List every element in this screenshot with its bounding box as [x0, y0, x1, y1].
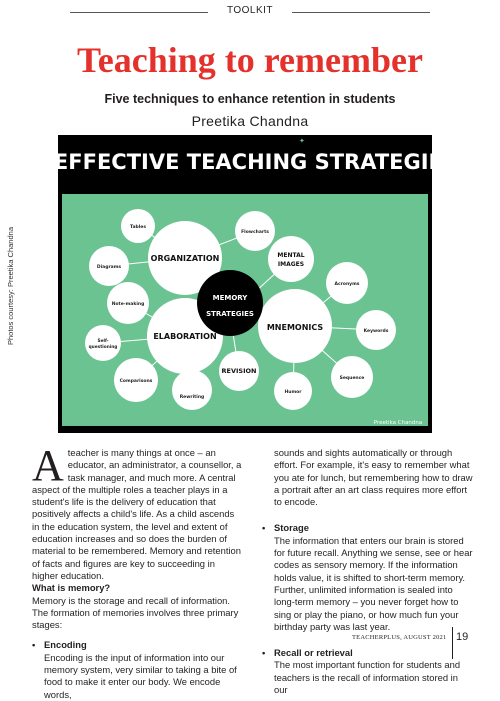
label-self-questioning-1: Self- — [97, 339, 109, 344]
recall-title: Recall or retrieval — [274, 647, 353, 659]
infographic-svg — [31, 135, 459, 433]
center-label-2: STRATEGIES — [206, 310, 254, 318]
bubble-rewriting — [172, 370, 212, 410]
bullet-icon: • — [262, 647, 266, 659]
label-flowcharts: Flowcharts — [241, 230, 269, 235]
infographic-figure — [31, 135, 459, 433]
page-footer — [352, 627, 472, 651]
label-tables: Tables — [129, 225, 147, 230]
storage-title: Storage — [274, 522, 309, 534]
what-is-memory-heading: What is memory? — [32, 582, 111, 594]
drop-cap: A — [32, 441, 64, 490]
article-title: Teaching to remember — [77, 40, 423, 80]
label-sequence: Sequence — [339, 376, 365, 381]
article-column-left — [32, 441, 242, 701]
encoding-body: Encoding is the input of information into our memory system, very similar to taking a bite of food to make it enter our body. We encode words, — [44, 651, 237, 700]
recall-body: The most important function for students and teachers is the recall of information stored in our — [274, 659, 461, 696]
what-is-memory-body: Memory is the storage and recall of information. The formation of memories involves three primary stages: — [32, 594, 239, 631]
article-subtitle: Five techniques to enhance retention in students — [104, 92, 396, 106]
label-revision: REVISION — [221, 367, 257, 375]
center-memory-strategies — [197, 270, 263, 336]
label-notemaking: Note-making — [111, 302, 145, 307]
label-humor: Humor — [284, 390, 302, 395]
bubble-mental-images — [268, 236, 314, 282]
publication-label: TEACHERPLUS, AUGUST 2021 — [352, 634, 447, 641]
label-mental-1: MENTAL — [277, 252, 305, 259]
intro-paragraph — [32, 441, 242, 582]
bullet-icon: • — [262, 522, 266, 534]
label-comparisons: Comparisons — [119, 379, 153, 384]
infographic-headline: 5 EFFECTIVE TEACHING STRATEGIES — [31, 150, 459, 174]
intro-text: teacher is many things at once – an educator, an administrator, a counsellor, a task manager, and much more. A central aspect of the multiple roles a teacher plays in a student's life is the delivery of education that positively affects a child's life. As a child ascends in the education system, the level and extent of education increases and so does the burden of material to be remembered. Memory and retention of facts and figures are key to succeeding in higher education. — [32, 447, 242, 581]
label-mental-2: IMAGES — [277, 261, 305, 268]
label-diagrams: Diagrams — [96, 265, 122, 270]
label-acronyms: Acronyms — [334, 282, 360, 287]
storage-bullet — [262, 522, 474, 534]
section-header — [70, 5, 430, 19]
label-rewriting: Rewriting — [179, 395, 205, 400]
center-label-1: MEMORY — [212, 294, 248, 302]
author-byline: Preetika Chandna — [191, 113, 309, 129]
label-mnemonics: MNEMONICS — [266, 323, 324, 332]
infographic-signature: Preetika Chandna — [373, 420, 423, 426]
sparkle-icon: ✦ — [299, 137, 305, 145]
section-label: TOOLKIT — [226, 5, 274, 16]
footer-divider — [452, 627, 453, 659]
page-number: 19 — [456, 631, 469, 643]
storage-body: The information that enters our brain is stored for future recall. Anything we sense, see or hear codes as sensory memory. If the information holds value, it is shifted to short-term memory. Further, unlimited information is sealed into long-term memory – you never forget how to sing or play the piano, or how much fun your birthday party was last year. — [274, 534, 473, 632]
label-organization: ORGANIZATION — [150, 254, 220, 263]
encoding-continued: sounds and sights automatically or through effort. For example, it's easy to remember what you ate for lunch, but remembering how to draw a portrait after an art class requires more effort to encode. — [274, 447, 473, 508]
encoding-title: Encoding — [44, 639, 87, 651]
photo-credit: Photos courtesy: Preetika Chandna — [6, 227, 15, 345]
bullet-icon: • — [32, 639, 36, 651]
encoding-bullet — [32, 639, 242, 651]
header-rule-right — [292, 12, 430, 13]
label-self-questioning-2: questioning — [88, 345, 118, 350]
article-column-right — [262, 447, 474, 696]
label-elaboration: ELABORATION — [153, 332, 217, 341]
label-keywords: Keywords — [363, 329, 389, 334]
